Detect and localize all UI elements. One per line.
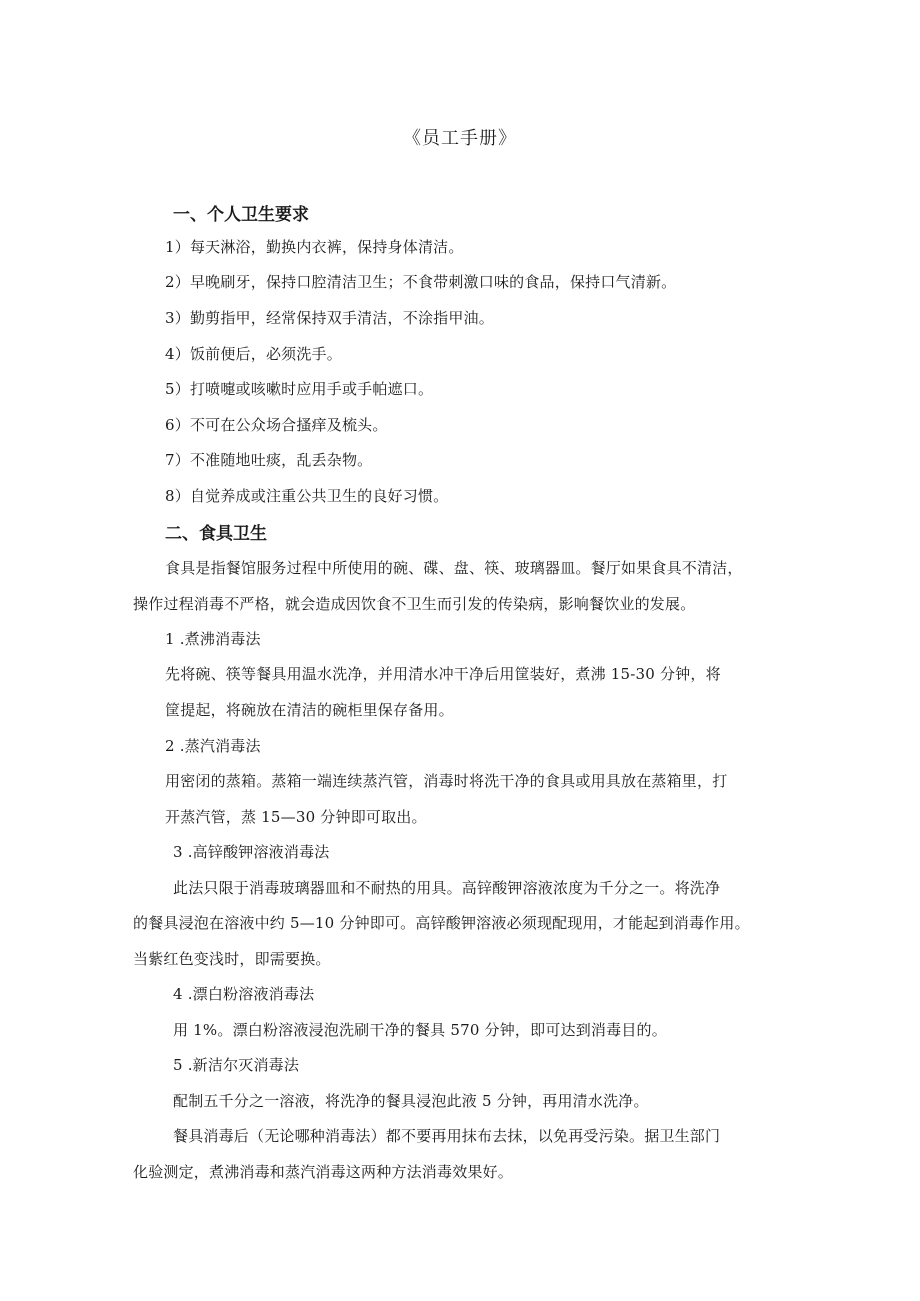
paragraph-line: 用 1%。漂白粉溶液浸泡洗刷干净的餐具 570 分钟，即可达到消毒目的。 [173,1021,667,1039]
method-heading: 3 .高锌酸钾溶液消毒法 [173,843,330,861]
paragraph-line: 的餐具浸泡在溶液中约 5—10 分钟即可。高锌酸钾溶液必须现配现用，才能起到消毒作用。 [133,914,750,932]
method-heading: 5 .新洁尔灭消毒法 [173,1056,300,1074]
list-item: 6）不可在公众场合搔痒及梳头。 [165,416,388,434]
document-title: 《员工手册》 [403,128,517,149]
paragraph-line: 当紫红色变浅时，即需要换。 [133,950,331,968]
paragraph-line: 用密闭的蒸箱。蒸箱一端连续蒸汽管，消毒时将洗干净的食具或用具放在蒸箱里，打 [165,772,728,790]
paragraph-line: 餐具消毒后（无论哪种消毒法）都不要再用抹布去抹，以免再受污染。据卫生部门 [173,1127,721,1145]
paragraph-line: 食具是指餐馆服务过程中所使用的碗、碟、盘、筷、玻璃器皿。餐厅如果食具不清洁， [165,559,743,577]
paragraph-line: 先将碗、筷等餐具用温水洗净，并用清水冲干净后用筐装好，煮沸 15-30 分钟，将 [165,665,721,683]
paragraph-line: 化验测定，煮沸消毒和蒸汽消毒这两种方法消毒效果好。 [133,1163,514,1181]
paragraph-line: 配制五千分之一溶液，将洗净的餐具浸泡此液 5 分钟，再用清水洗净。 [173,1092,649,1110]
paragraph-line: 操作过程消毒不严格，就会造成因饮食不卫生而引发的传染病，影响餐饮业的发展。 [133,595,696,613]
method-heading: 1 .煮沸消毒法 [165,630,261,648]
method-heading: 4 .漂白粉溶液消毒法 [173,985,315,1003]
list-item: 1）每天淋浴，勤换内衣裤，保持身体清洁。 [165,238,464,256]
paragraph-line: 此法只限于消毒玻璃器皿和不耐热的用具。高锌酸钾溶液浓度为千分之一。将洗净 [173,879,721,897]
list-item: 5）打喷嚏或咳嗽时应用手或手帕遮口。 [165,380,434,398]
section-heading-tableware-hygiene: 二、食具卫生 [165,524,267,544]
method-heading: 2 .蒸汽消毒法 [165,737,261,755]
list-item: 4）饭前便后，必须洗手。 [165,345,342,363]
paragraph-line: 开蒸汽管，蒸 15—30 分钟即可取出。 [165,808,427,826]
list-item: 8）自觉养成或注重公共卫生的良好习惯。 [165,487,449,505]
list-item: 3）勤剪指甲，经常保持双手清洁，不涂指甲油。 [165,309,494,327]
section-heading-personal-hygiene: 一、个人卫生要求 [173,205,309,225]
paragraph-line: 筐提起，将碗放在清洁的碗柜里保存备用。 [165,701,454,719]
list-item: 7）不准随地吐痰，乱丢杂物。 [165,451,373,469]
list-item: 2）早晚刷牙，保持口腔清洁卫生；不食带刺激口味的食品，保持口气清新。 [165,273,677,291]
